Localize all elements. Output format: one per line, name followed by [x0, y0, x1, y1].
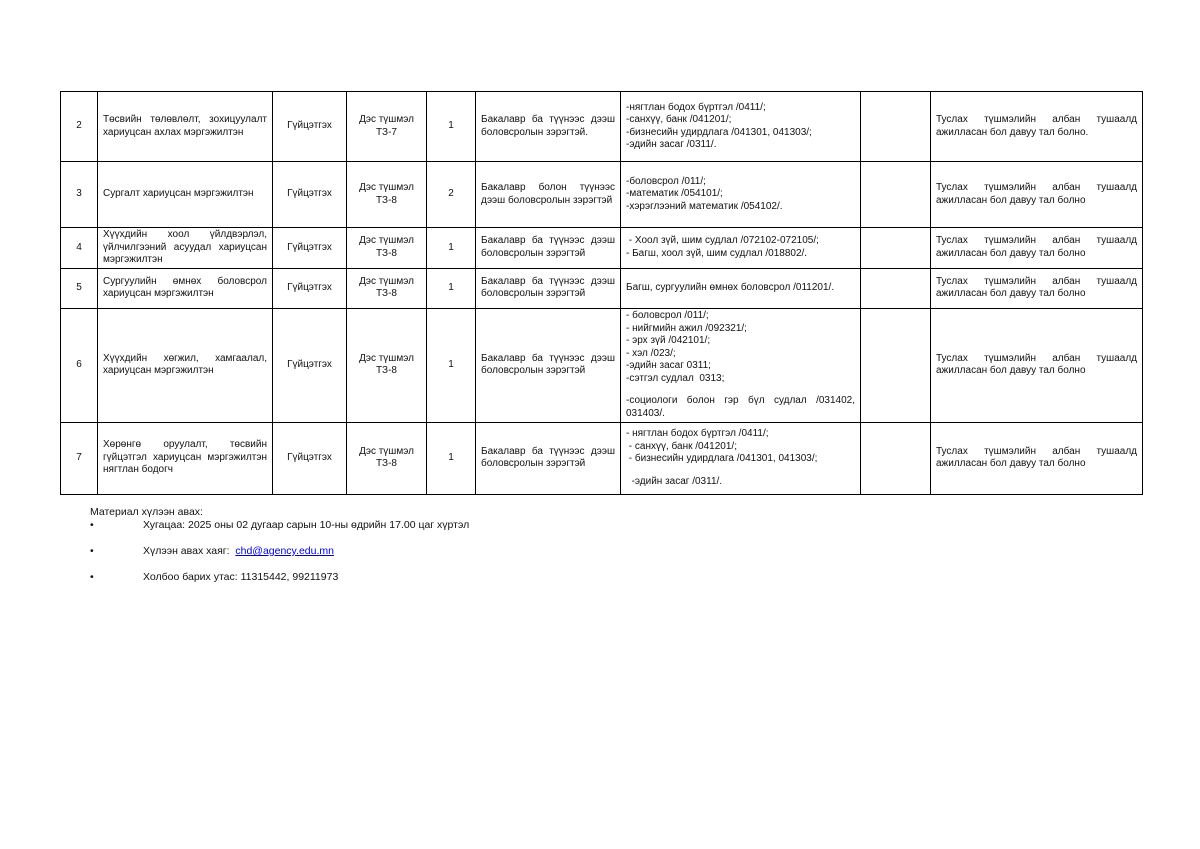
row-number: 7: [61, 422, 98, 494]
position-kind: Гүйцэтгэх: [273, 308, 347, 422]
rank-line: Дэс түшмэл: [359, 235, 414, 247]
rank-line: Дэс түшмэл: [359, 114, 414, 125]
advantage-note: Туслах түшмэлийн албан тушаалд ажилласан бол давуу тал болно: [931, 162, 1143, 228]
table-row: [61, 228, 1143, 269]
table-row: [61, 308, 1143, 422]
education-requirement: Бакалавр ба түүнээс дээш боловсролын зэрэгтэй.: [476, 92, 621, 162]
table-row: [61, 92, 1143, 162]
phone-text: Холбоо барих утас: 11315442, 99211973: [143, 571, 339, 583]
position-title: Хөрөнгө оруулалт, төсвийн гүйцэтгэл хариуцсан мэргэжилтэн нягтлан бодогч: [98, 422, 273, 494]
advantage-note: Туслах түшмэлийн албан тушаалд ажилласан бол давуу тал болно: [931, 268, 1143, 308]
specialty-item: - Хоол зүй, шим судлал /072102-072105/;: [626, 235, 819, 247]
table-row: [61, 422, 1143, 494]
row-number: 4: [61, 228, 98, 269]
specialty-item: - санхүү, банк /041201/;: [626, 440, 737, 452]
education-requirement: Бакалавр ба түүнээс дээш боловсролын зэрэгтэй: [476, 308, 621, 422]
specialty-item: - бизнесийн удирдлага /041301, 041303/;: [626, 453, 818, 464]
row-number: 5: [61, 268, 98, 308]
experience-cell: [861, 308, 931, 422]
position-kind: Гүйцэтгэх: [273, 228, 347, 269]
education-requirement: Бакалавр ба түүнээс дээш боловсролын зэрэгтэй: [476, 228, 621, 269]
address-label: Хүлээн авах хаяг:: [143, 545, 236, 557]
email-link[interactable]: chd@agency.edu.mn: [235, 545, 334, 557]
specialty-item: - нягтлан бодох бүртгэл /0411/;: [626, 428, 769, 439]
rank-line: ТЗ-8: [376, 247, 397, 259]
row-number: 3: [61, 162, 98, 228]
specialty-item: [626, 466, 855, 476]
position-kind: Гүйцэтгэх: [273, 422, 347, 494]
specialty-item: Багш, сургуулийн өмнөх боловсрол /011201/.: [626, 281, 835, 293]
advantage-note: Туслах түшмэлийн албан тушаалд ажилласан бол давуу тал болно: [931, 228, 1143, 269]
deadline-text: Хугацаа: 2025 оны 02 дугаар сарын 10-ны өдрийн 17.00 цаг хүртэл: [143, 519, 470, 531]
experience-cell: [861, 268, 931, 308]
specialty-item: -хэрэглээний математик /054102/.: [626, 200, 783, 212]
specialty-item: -эдийн засаг /0311/.: [626, 139, 717, 150]
specialty-list: [621, 92, 861, 162]
specialty-list: [621, 422, 861, 494]
position-count: 1: [427, 228, 476, 269]
rank-line: Дэс түшмэл: [359, 445, 414, 457]
position-count: 1: [427, 268, 476, 308]
specialty-item: - Багш, хоол зүй, шим судлал /018802/.: [626, 247, 808, 259]
specialty-list: [621, 268, 861, 308]
experience-cell: [861, 422, 931, 494]
position-rank: [347, 308, 427, 422]
specialty-item: -боловсрол /011/;: [626, 175, 706, 187]
bullet-icon: •: [90, 519, 94, 531]
position-count: 1: [427, 92, 476, 162]
position-title: Төсвийн төлөвлөлт, зохицуулалт хариуцсан ахлах мэргэжилтэн: [98, 92, 273, 162]
specialty-item: -социологи болон гэр бүл судлал /031402, 031403/.: [626, 395, 858, 419]
submission-notes: [90, 506, 470, 584]
rank-line: ТЗ-8: [376, 365, 397, 376]
position-kind: Гүйцэтгэх: [273, 268, 347, 308]
specialty-item: -нягтлан бодох бүртгэл /0411/;: [626, 101, 766, 113]
rank-line: ТЗ-8: [376, 458, 397, 469]
specialty-list: [621, 228, 861, 269]
position-count: 1: [427, 308, 476, 422]
position-title: Хүүхдийн хөгжил, хамгаалал, хариуцсан мэргэжилтэн: [98, 308, 273, 422]
specialty-item: - хэл /023/;: [626, 347, 676, 359]
specialty-list: [621, 162, 861, 228]
vacancy-table: [60, 91, 1143, 495]
position-rank: [347, 422, 427, 494]
advantage-note: Туслах түшмэлийн албан тушаалд ажилласан бол давуу тал болно: [931, 422, 1143, 494]
position-rank: [347, 228, 427, 269]
position-rank: [347, 268, 427, 308]
education-requirement: Бакалавр ба түүнээс дээш боловсролын зэрэгтэй: [476, 268, 621, 308]
specialty-item: [626, 385, 855, 395]
row-number: 2: [61, 92, 98, 162]
position-rank: [347, 92, 427, 162]
rank-line: Дэс түшмэл: [359, 182, 414, 193]
education-requirement: Бакалавр ба түүнээс дээш боловсролын зэрэгтэй: [476, 422, 621, 494]
rank-line: Дэс түшмэл: [359, 275, 414, 287]
rank-line: ТЗ-8: [376, 288, 397, 299]
position-kind: Гүйцэтгэх: [273, 162, 347, 228]
deadline-item: [90, 519, 470, 532]
position-title: Сургалт хариуцсан мэргэжилтэн: [98, 162, 273, 228]
education-requirement: Бакалавр болон түүнээс дээш боловсролын зэрэгтэй: [476, 162, 621, 228]
table-row: [61, 162, 1143, 228]
specialty-item: -эдийн засаг /0311/.: [626, 475, 723, 487]
address-item: [90, 545, 334, 558]
row-number: 6: [61, 308, 98, 422]
table-row: [61, 268, 1143, 308]
position-kind: Гүйцэтгэх: [273, 92, 347, 162]
phone-item: [90, 571, 339, 584]
position-rank: [347, 162, 427, 228]
specialty-item: -бизнесийн удирдлага /041301, 041303/;: [626, 126, 812, 138]
position-title: Хүүхдийн хоол үйлдвэрлэл, үйлчилгээний асуудал хариуцсан мэргэжилтэн: [98, 228, 273, 269]
specialty-item: - эрх зүй /042101/;: [626, 335, 711, 346]
advantage-note: Туслах түшмэлийн албан тушаалд ажилласан бол давуу тал болно.: [931, 92, 1143, 162]
position-count: 2: [427, 162, 476, 228]
bullet-icon: •: [90, 545, 94, 557]
specialty-item: -сэтгэл судлал 0313;: [626, 372, 725, 384]
rank-line: ТЗ-7: [376, 126, 397, 138]
specialty-item: - нийгмийн ажил /092321/;: [626, 322, 747, 334]
specialty-item: -эдийн засаг 0311;: [626, 360, 711, 371]
notes-heading: Материал хүлээн авах:: [90, 506, 203, 518]
position-title: Сургуулийн өмнөх боловсрол хариуцсан мэргэжилтэн: [98, 268, 273, 308]
rank-line: ТЗ-8: [376, 194, 397, 206]
experience-cell: [861, 228, 931, 269]
rank-line: Дэс түшмэл: [359, 352, 414, 364]
experience-cell: [861, 162, 931, 228]
bullet-icon: •: [90, 571, 94, 583]
experience-cell: [861, 92, 931, 162]
specialty-item: - боловсрол /011/;: [626, 310, 709, 321]
advantage-note: Туслах түшмэлийн албан тушаалд ажилласан бол давуу тал болно: [931, 308, 1143, 422]
specialty-list: [621, 308, 861, 422]
position-count: 1: [427, 422, 476, 494]
specialty-item: -санхүү, банк /041201/;: [626, 114, 732, 125]
specialty-item: -математик /054101/;: [626, 188, 723, 200]
